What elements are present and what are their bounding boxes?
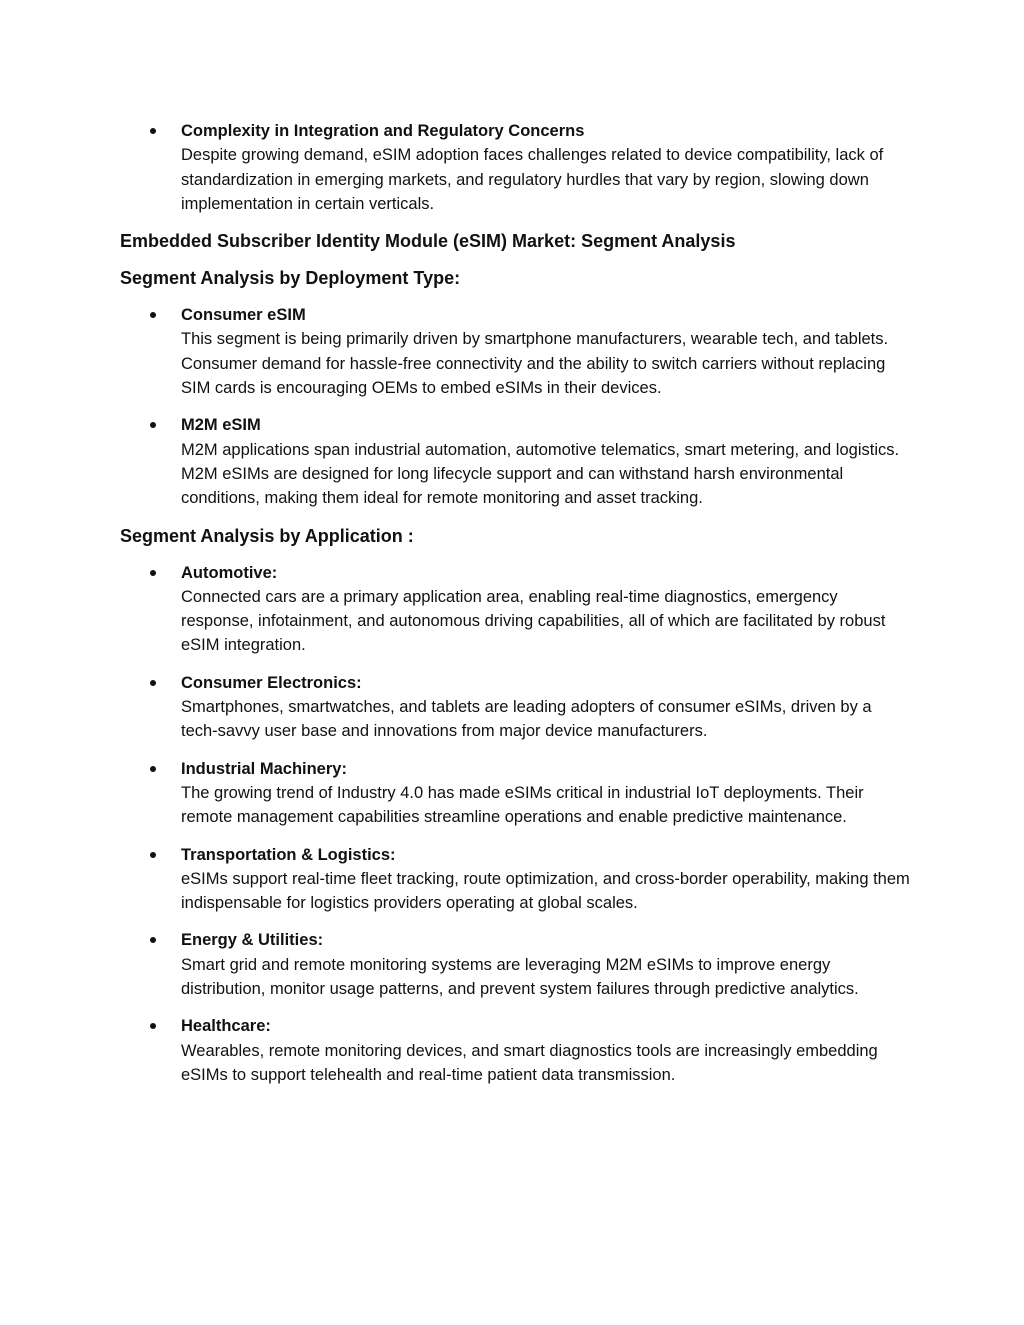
bullet-icon <box>150 570 156 576</box>
list-item-energy-utilities <box>120 928 910 1001</box>
list-item-body: eSIMs support real-time fleet tracking, route optimization, and cross-border operability, making them indispensable for logistics providers operating at global scales. <box>181 869 910 913</box>
bullet-icon <box>150 422 156 428</box>
deployment-heading: Segment Analysis by Deployment Type: <box>120 268 461 289</box>
list-item-complexity <box>120 119 910 216</box>
bullet-icon <box>150 680 156 686</box>
list-item-title: Industrial Machinery: <box>181 759 347 778</box>
list-item-consumer-esim <box>120 303 910 400</box>
list-item-body: Despite growing demand, eSIM adoption faces challenges related to device compatibility, lack of standardization in emerging markets, and regulatory hurdles that vary by region, slowing down implementation in certain verticals. <box>181 146 884 213</box>
bullet-icon <box>150 766 156 772</box>
list-item-body: The growing trend of Industry 4.0 has made eSIMs critical in industrial IoT deployments. Their remote management capabilities streamline operations and enable predictive maintenance. <box>181 783 864 827</box>
list-item-title: Complexity in Integration and Regulatory Concerns <box>181 122 585 140</box>
list-item-body: Smartphones, smartwatches, and tablets are leading adopters of consumer eSIMs, driven by a tech-savvy user base and innovations from major device manufacturers. <box>181 698 872 741</box>
deployment-list <box>120 303 910 510</box>
bullet-icon <box>150 852 156 858</box>
application-list <box>120 561 910 1088</box>
page-content <box>120 119 910 1100</box>
list-item-body: Connected cars are a primary application area, enabling real-time diagnostics, emergency response, infotainment, and autonomous driving capabilities, all of which are facilitated by robust eSIM integration. <box>181 587 886 655</box>
list-item-title: Transportation & Logistics: <box>181 845 396 864</box>
list-item-title: Consumer Electronics: <box>181 673 362 692</box>
list-item-industrial-machinery <box>120 757 910 830</box>
list-item-title: Automotive: <box>181 563 278 582</box>
list-item-title: Energy & Utilities: <box>181 931 324 950</box>
list-item-consumer-electronics <box>120 671 910 744</box>
intro-list <box>120 119 910 216</box>
list-item-body: This segment is being primarily driven by smartphone manufacturers, wearable tech, and tablets. Consumer demand for hassle-free connectivity and the ability to switch carriers without replacing SIM cards is encouraging OEMs to embed eSIMs in their devices. <box>181 330 889 398</box>
list-item-transportation-logistics <box>120 843 910 916</box>
bullet-icon <box>150 1023 156 1029</box>
list-item-title: Healthcare: <box>181 1017 271 1036</box>
list-item-title: Consumer eSIM <box>181 306 306 325</box>
bullet-icon <box>150 312 156 318</box>
list-item-body: Smart grid and remote monitoring systems are leveraging M2M eSIMs to improve energy distribution, monitor usage patterns, and prevent system failures through predictive analytics. <box>181 955 859 999</box>
application-heading: Segment Analysis by Application : <box>120 525 414 546</box>
main-heading: Embedded Subscriber Identity Module (eSIM) Market: Segment Analysis <box>120 231 736 252</box>
list-item-automotive <box>120 561 910 658</box>
bullet-icon <box>150 128 156 134</box>
list-item-healthcare <box>120 1014 910 1087</box>
list-item-title: M2M eSIM <box>181 416 261 435</box>
bullet-icon <box>150 937 156 943</box>
list-item-body: Wearables, remote monitoring devices, and smart diagnostics tools are increasingly embedding eSIMs to support telehealth and real-time patient data transmission. <box>181 1041 878 1084</box>
list-item-m2m-esim <box>120 413 910 510</box>
list-item-body: M2M applications span industrial automation, automotive telematics, smart metering, and logistics. M2M eSIMs are designed for long lifecycle support and can withstand harsh environmental conditions, making them ideal for remote monitoring and asset tracking. <box>181 440 900 508</box>
